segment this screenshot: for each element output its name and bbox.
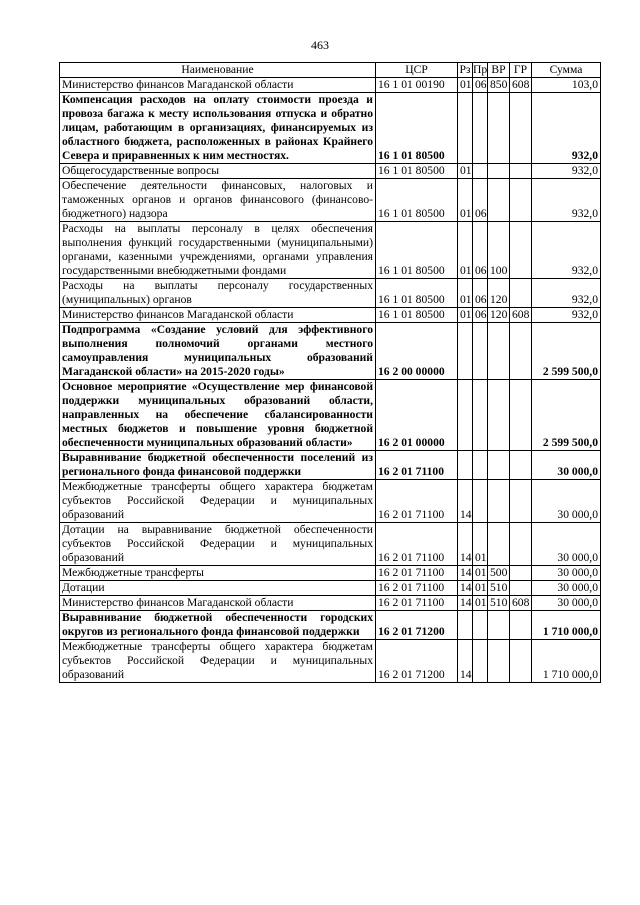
cell-name: Дотации на выравнивание бюджетной обеспеченности субъектов Российской Федерации и муниципальных образований [60,523,376,566]
cell-gr [510,279,532,308]
cell-name: Расходы на выплаты персоналу государственных (муниципальных) органов [60,279,376,308]
cell-gr [510,222,532,279]
table-row [60,279,601,308]
cell-sum: 1 710 000,0 [532,611,601,640]
cell-gr [510,611,532,640]
cell-pr [473,640,488,683]
cell-pr [473,164,488,179]
cell-name: Расходы на выплаты персоналу в целях обеспечения выполнения функций государственными (муниципальными) органами, казенными учреждениями, органами управления государственными внебюджетными фондами [60,222,376,279]
cell-csr: 16 1 01 00190 [376,78,458,93]
cell-pr: 06 [473,279,488,308]
header-csr: ЦСР [376,63,458,78]
cell-rz [458,611,473,640]
cell-vr [488,523,510,566]
cell-pr: 01 [473,566,488,581]
cell-vr: 100 [488,222,510,279]
table-row [60,164,601,179]
cell-csr: 16 2 01 00000 [376,380,458,451]
header-sum: Сумма [532,63,601,78]
table-row [60,380,601,451]
cell-sum: 103,0 [532,78,601,93]
header-vr: ВР [488,63,510,78]
cell-pr [473,611,488,640]
cell-gr [510,323,532,380]
cell-vr [488,179,510,222]
cell-pr: 01 [473,596,488,611]
cell-rz [458,451,473,480]
header-rz: Рз [459,63,471,76]
cell-sum: 30 000,0 [532,596,601,611]
cell-vr [488,451,510,480]
cell-name: Министерство финансов Магаданской области [60,308,376,323]
cell-rz: 01 [458,164,473,179]
cell-rz: 14 [458,566,473,581]
cell-csr: 16 2 01 71200 [376,611,458,640]
cell-name: Выравнивание бюджетной обеспеченности поселений из регионального фонда финансовой поддержки [60,451,376,480]
cell-vr: 850 [488,78,510,93]
cell-csr: 16 2 01 71100 [376,523,458,566]
cell-rz: 14 [458,581,473,596]
cell-pr: 06 [473,222,488,279]
cell-csr: 16 1 01 80500 [376,279,458,308]
cell-sum: 932,0 [532,164,601,179]
cell-name: Подпрограмма «Создание условий для эффективного выполнения полномочий органами местного самоуправления муниципальных образований Магаданской области» на 2015-2020 годы» [60,323,376,380]
cell-sum: 30 000,0 [532,451,601,480]
cell-name: Министерство финансов Магаданской области [60,78,376,93]
cell-rz: 01 [458,222,473,279]
header-gr: ГР [510,63,532,78]
cell-pr: 01 [473,581,488,596]
cell-vr [488,480,510,523]
table-row [60,308,601,323]
cell-rz: 01 [458,279,473,308]
cell-sum: 2 599 500,0 [532,323,601,380]
cell-rz: 01 [458,179,473,222]
cell-gr [510,523,532,566]
cell-sum: 932,0 [532,93,601,164]
table-row [60,222,601,279]
cell-name: Межбюджетные трансферты общего характера бюджетам субъектов Российской Федерации и муниципальных образований [60,480,376,523]
cell-gr [510,451,532,480]
table-row [60,78,601,93]
cell-vr [488,611,510,640]
cell-sum: 30 000,0 [532,480,601,523]
table-row [60,523,601,566]
header-pr: Пр [473,63,488,76]
cell-csr: 16 2 01 71100 [376,480,458,523]
table-header-row [60,63,601,78]
cell-pr [473,93,488,164]
cell-sum: 30 000,0 [532,566,601,581]
cell-sum: 932,0 [532,279,601,308]
cell-rz [458,380,473,451]
cell-sum: 932,0 [532,222,601,279]
cell-csr: 16 1 01 80500 [376,222,458,279]
cell-pr [473,323,488,380]
cell-gr: 608 [510,78,532,93]
cell-sum: 2 599 500,0 [532,380,601,451]
cell-name: Компенсация расходов на оплату стоимости проезда и провоза багажа к месту использования отпуска и обратно лицам, работающим в организациях, финансируемых из областного бюджета, расположенных в районах Крайнего Севера и приравненных к ним местностях. [60,93,376,164]
table-row [60,640,601,683]
cell-gr [510,640,532,683]
cell-csr: 16 2 01 71100 [376,566,458,581]
cell-rz: 14 [458,523,473,566]
cell-csr: 16 1 01 80500 [376,308,458,323]
cell-vr [488,380,510,451]
cell-gr [510,164,532,179]
cell-gr [510,480,532,523]
table-row [60,323,601,380]
table-row [60,480,601,523]
cell-rz: 14 [458,596,473,611]
cell-pr: 06 [473,308,488,323]
cell-vr [488,323,510,380]
cell-pr [473,380,488,451]
cell-gr [510,179,532,222]
cell-rz: 14 [458,480,473,523]
cell-vr [488,164,510,179]
cell-rz [458,323,473,380]
cell-name: Межбюджетные трансферты общего характера бюджетам субъектов Российской Федерации и муниципальных образований [60,640,376,683]
cell-rz: 14 [458,640,473,683]
cell-sum: 30 000,0 [532,523,601,566]
cell-csr: 16 1 01 80500 [376,164,458,179]
cell-vr: 120 [488,279,510,308]
table-row [60,596,601,611]
cell-vr: 510 [488,596,510,611]
cell-pr: 06 [473,179,488,222]
cell-csr: 16 2 01 71200 [376,640,458,683]
cell-vr: 510 [488,581,510,596]
cell-sum: 932,0 [532,179,601,222]
budget-table [59,62,601,683]
cell-gr [510,380,532,451]
table-row [60,581,601,596]
cell-vr [488,93,510,164]
cell-csr: 16 2 01 71100 [376,581,458,596]
cell-pr: 01 [473,523,488,566]
cell-csr: 16 1 01 80500 [376,93,458,164]
cell-csr: 16 1 01 80500 [376,179,458,222]
cell-name: Обеспечение деятельности финансовых, налоговых и таможенных органов и органов финансового (финансово-бюджетного) надзора [60,179,376,222]
cell-rz [458,93,473,164]
cell-csr: 16 2 01 71100 [376,596,458,611]
cell-gr [510,566,532,581]
cell-name: Основное мероприятие «Осуществление мер финансовой поддержки муниципальных образований области, направленных на обеспечение сбалансированности местных бюджетов и повышение уровня бюджетной обеспеченности муниципальных образований области» [60,380,376,451]
cell-gr [510,93,532,164]
cell-vr: 500 [488,566,510,581]
cell-rz: 01 [458,308,473,323]
cell-name: Межбюджетные трансферты [60,566,376,581]
cell-csr: 16 2 01 71100 [376,451,458,480]
table-row [60,179,601,222]
table-row [60,451,601,480]
cell-vr: 120 [488,308,510,323]
cell-name: Дотации [60,581,376,596]
cell-sum: 1 710 000,0 [532,640,601,683]
cell-name: Общегосударственные вопросы [60,164,376,179]
table-row [60,611,601,640]
cell-pr [473,451,488,480]
cell-sum: 30 000,0 [532,581,601,596]
cell-name: Выравнивание бюджетной обеспеченности городских округов из регионального фонда финансовой поддержки [60,611,376,640]
table-row [60,93,601,164]
cell-gr: 608 [510,596,532,611]
cell-sum: 932,0 [532,308,601,323]
table-body [60,78,601,683]
cell-vr [488,640,510,683]
cell-rz: 01 [458,78,473,93]
page-number: 463 [311,38,329,52]
cell-gr [510,581,532,596]
cell-name: Министерство финансов Магаданской области [60,596,376,611]
header-name: Наименование [60,63,376,78]
table-row [60,566,601,581]
cell-pr: 06 [473,78,488,93]
cell-csr: 16 2 00 00000 [376,323,458,380]
cell-pr [473,480,488,523]
cell-gr: 608 [510,308,532,323]
